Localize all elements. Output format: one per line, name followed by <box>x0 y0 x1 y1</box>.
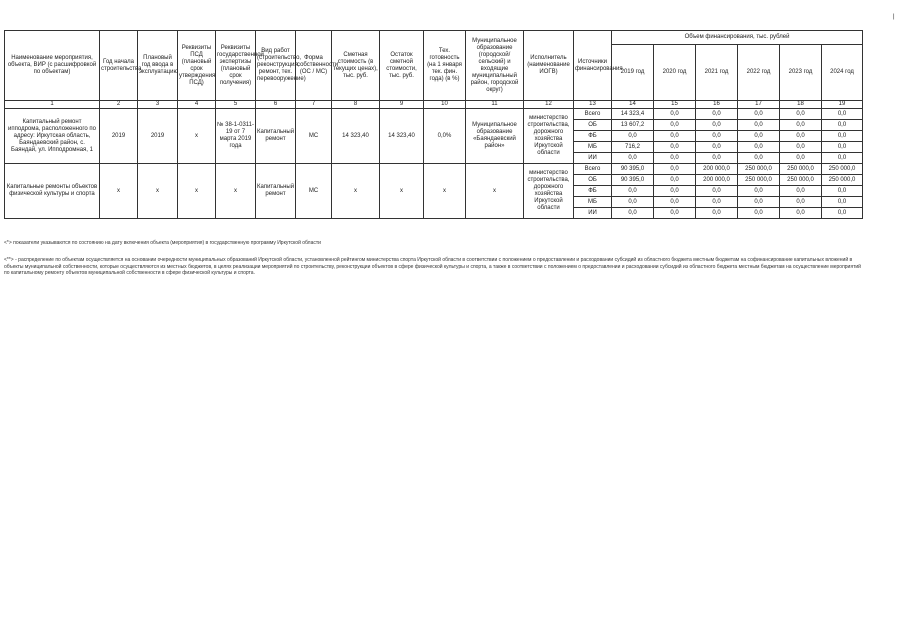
funding-value: 0,0 <box>738 120 780 131</box>
funding-source: Всего <box>574 109 612 120</box>
funding-value: 0,0 <box>738 208 780 219</box>
funding-value: 0,0 <box>654 131 696 142</box>
page-mark: | <box>893 14 895 20</box>
funding-value: 0,0 <box>738 131 780 142</box>
funding-value: 0,0 <box>780 120 822 131</box>
column-index: 4 <box>178 101 216 109</box>
header-municipality: Муниципальное образование (городской/сельский) и входящие муниципальный район, городской округ) <box>466 31 524 101</box>
footnote-2: <**> - распределение по объектам осуществляется на основании очередности муниципальных образований Иркутской области, установленной рейтингом министерства спорта Иркутской области в соответствии с положением о предоставлении и расходовании субсидий из областного бюджета местным бюджетам на софинансирование капитальных вложений в объекты муниципальной собственности, которые осуществляются из местных бюджетов, в целях реализации мероприятий по строительству, реконструкции объектов в сфере физической культуры и спорта, а также в соответствии с положением о предоставлении и расходовании субсидий из областного бюджета местным бюджетам на осуществление мероприятий по капитальному ремонту объектов муниципальной собственности в сфере физической культуры и спорта. <box>4 257 861 276</box>
table-header <box>5 31 863 109</box>
funding-value: 14 323,4 <box>612 109 654 120</box>
table-row <box>5 164 863 175</box>
funding-value: 250 000,0 <box>780 175 822 186</box>
funding-value: 200 000,0 <box>696 164 738 175</box>
table-body <box>5 109 863 219</box>
funding-value: 0,0 <box>822 208 863 219</box>
column-index: 8 <box>332 101 380 109</box>
funding-value: 716,2 <box>612 142 654 153</box>
funding-value: 13 607,2 <box>612 120 654 131</box>
header-expertise: Реквизиты государственной экспертизы (плановый срок получения) <box>216 31 256 101</box>
header-year: 2020 год <box>654 45 696 101</box>
funding-value: 0,0 <box>738 109 780 120</box>
funding-value: 0,0 <box>738 186 780 197</box>
funding-value: 0,0 <box>654 208 696 219</box>
column-index: 7 <box>296 101 332 109</box>
object-name: Капитальные ремонты объектов физической культуры и спорта <box>5 164 100 219</box>
funding-value: 0,0 <box>780 186 822 197</box>
funding-value: 0,0 <box>822 197 863 208</box>
funding-value: 0,0 <box>654 120 696 131</box>
column-index: 9 <box>380 101 424 109</box>
funding-value: 250 000,0 <box>780 164 822 175</box>
estimate-cost: x <box>332 164 380 219</box>
funding-value: 250 000,0 <box>822 175 863 186</box>
end-year: 2019 <box>138 109 178 164</box>
funding-value: 0,0 <box>780 197 822 208</box>
column-index: 10 <box>424 101 466 109</box>
funding-value: 200 000,0 <box>696 175 738 186</box>
funding-value: 0,0 <box>612 153 654 164</box>
header-end-year: Плановый год ввода в эксплуатацию <box>138 31 178 101</box>
funding-value: 0,0 <box>696 197 738 208</box>
funding-source: ФБ <box>574 131 612 142</box>
funding-source: ИИ <box>574 208 612 219</box>
funding-value: 90 395,0 <box>612 175 654 186</box>
funding-value: 0,0 <box>822 131 863 142</box>
funding-value: 0,0 <box>654 175 696 186</box>
funding-source: ОБ <box>574 175 612 186</box>
header-start-year: Год начала строительства <box>100 31 138 101</box>
column-index: 1 <box>5 101 100 109</box>
funding-value: 90 395,0 <box>612 164 654 175</box>
column-index: 12 <box>524 101 574 109</box>
investment-table <box>4 30 863 219</box>
funding-value: 0,0 <box>654 153 696 164</box>
column-index: 17 <box>738 101 780 109</box>
funding-source: МБ <box>574 142 612 153</box>
column-index: 14 <box>612 101 654 109</box>
header-year: 2019 год <box>612 45 654 101</box>
header-work-type: Вид работ (строительство, реконструкция, ремонт, тех. перевооружение) <box>256 31 296 101</box>
funding-value: 250 000,0 <box>738 175 780 186</box>
funding-value: 0,0 <box>696 142 738 153</box>
remaining-cost: 14 323,40 <box>380 109 424 164</box>
funding-value: 0,0 <box>822 142 863 153</box>
funding-value: 0,0 <box>654 142 696 153</box>
column-index: 2 <box>100 101 138 109</box>
header-year: 2021 год <box>696 45 738 101</box>
column-index: 13 <box>574 101 612 109</box>
funding-value: 250 000,0 <box>738 164 780 175</box>
funding-value: 0,0 <box>780 153 822 164</box>
column-index: 16 <box>696 101 738 109</box>
header-psd: Реквизиты ПСД (плановый срок утверждения ПСД) <box>178 31 216 101</box>
object-name: Капитальный ремонт ипподрома, расположенного по адресу: Иркутская область, Баяндаевский район, с. Баяндай, ул. Ипподромная, 1 <box>5 109 100 164</box>
header-ownership: Форма собственности (ОС / МС) <box>296 31 332 101</box>
funding-value: 0,0 <box>612 131 654 142</box>
estimate-cost: 14 323,40 <box>332 109 380 164</box>
funding-value: 0,0 <box>738 197 780 208</box>
funding-value: 0,0 <box>654 186 696 197</box>
column-index-row <box>5 101 863 109</box>
funding-value: 0,0 <box>612 197 654 208</box>
footnote-1: <*> показатели указываются по состоянию на дату включения объекта (мероприятия) в государственную программу Иркутской области <box>4 240 321 246</box>
tech-readiness: 0,0% <box>424 109 466 164</box>
funding-value: 0,0 <box>612 186 654 197</box>
header-funding: Объем финансирования, тыс. рублей <box>612 31 863 45</box>
funding-value: 0,0 <box>696 109 738 120</box>
funding-value: 0,0 <box>654 197 696 208</box>
funding-source: Всего <box>574 164 612 175</box>
remaining-cost: x <box>380 164 424 219</box>
psd-details: x <box>178 164 216 219</box>
funding-source: ОБ <box>574 120 612 131</box>
funding-value: 250 000,0 <box>822 164 863 175</box>
funding-value: 0,0 <box>696 131 738 142</box>
header-remainder: Остаток сметной стоимости, тыс. руб. <box>380 31 424 101</box>
table-row <box>5 109 863 120</box>
funding-value: 0,0 <box>780 142 822 153</box>
expertise-details: № 38-1-0311-19 от 7 марта 2019 года <box>216 109 256 164</box>
header-year: 2024 год <box>822 45 863 101</box>
header-name: Наименование мероприятия, объекта, ВИР (с расшифровкой по объектам) <box>5 31 100 101</box>
funding-value: 0,0 <box>696 153 738 164</box>
funding-value: 0,0 <box>780 131 822 142</box>
funding-value: 0,0 <box>822 186 863 197</box>
funding-value: 0,0 <box>612 208 654 219</box>
funding-source: МБ <box>574 197 612 208</box>
executor: министерство строительства, дорожного хозяйства Иркутской области <box>524 164 574 219</box>
end-year: x <box>138 164 178 219</box>
psd-details: x <box>178 109 216 164</box>
funding-value: 0,0 <box>738 142 780 153</box>
funding-value: 0,0 <box>654 164 696 175</box>
funding-source: ИИ <box>574 153 612 164</box>
executor: министерство строительства, дорожного хозяйства Иркутской области <box>524 109 574 164</box>
header-executor: Исполнитель (наименование ИОГВ) <box>524 31 574 101</box>
work-type: Капитальный ремонт <box>256 109 296 164</box>
ownership: МС <box>296 109 332 164</box>
funding-value: 0,0 <box>696 120 738 131</box>
work-type: Капитальный ремонт <box>256 164 296 219</box>
funding-value: 0,0 <box>822 153 863 164</box>
funding-value: 0,0 <box>780 208 822 219</box>
funding-value: 0,0 <box>822 120 863 131</box>
funding-value: 0,0 <box>738 153 780 164</box>
header-year: 2022 год <box>738 45 780 101</box>
column-index: 3 <box>138 101 178 109</box>
header-estimate: Сметная стоимость (в текущих ценах), тыс. руб. <box>332 31 380 101</box>
funding-value: 0,0 <box>654 109 696 120</box>
ownership: МС <box>296 164 332 219</box>
column-index: 11 <box>466 101 524 109</box>
municipality: Муниципальное образование «Баяндаевский район» <box>466 109 524 164</box>
expertise-details: x <box>216 164 256 219</box>
header-sources: Источники финансирования <box>574 31 612 101</box>
start-year: x <box>100 164 138 219</box>
funding-source: ФБ <box>574 186 612 197</box>
column-index: 18 <box>780 101 822 109</box>
column-index: 6 <box>256 101 296 109</box>
funding-value: 0,0 <box>696 208 738 219</box>
column-index: 5 <box>216 101 256 109</box>
header-year: 2023 год <box>780 45 822 101</box>
column-index: 15 <box>654 101 696 109</box>
funding-value: 0,0 <box>696 186 738 197</box>
start-year: 2019 <box>100 109 138 164</box>
municipality: x <box>466 164 524 219</box>
tech-readiness: x <box>424 164 466 219</box>
funding-value: 0,0 <box>822 109 863 120</box>
header-readiness: Тех. готовность (на 1 января тек. фин. года) (в %) <box>424 31 466 101</box>
funding-value: 0,0 <box>780 109 822 120</box>
column-index: 19 <box>822 101 863 109</box>
